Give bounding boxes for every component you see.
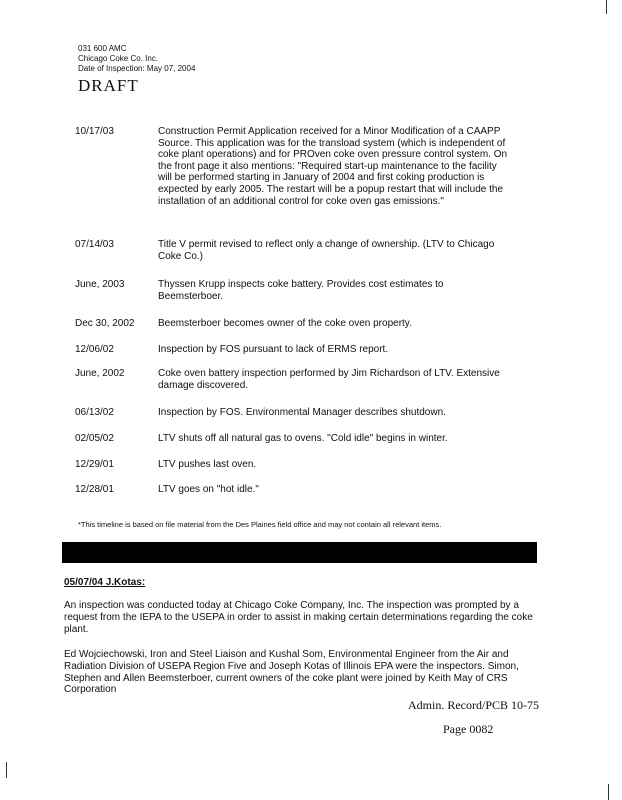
- timeline-date: June, 2002: [75, 368, 125, 379]
- timeline-text: Inspection by FOS pursuant to lack of ERMS report.: [158, 344, 389, 355]
- timeline-date: 12/28/01: [75, 484, 114, 495]
- timeline-text: Title V permit revised to reflect only a change of ownership. (LTV to Chicago Coke Co.): [158, 239, 495, 262]
- timeline-text: Coke oven battery inspection performed by Jim Richardson of LTV. Extensive damage discovered.: [158, 368, 500, 391]
- timeline-text: Thyssen Krupp inspects coke battery. Provides cost estimates to Beemsterboer.: [158, 279, 444, 302]
- redaction-bar: [62, 542, 537, 563]
- timeline-date: Dec 30, 2002: [75, 318, 135, 329]
- timeline-date: 10/17/03: [75, 126, 114, 137]
- timeline-text: LTV goes on "hot idle.": [158, 484, 259, 495]
- timeline-date: June, 2003: [75, 279, 125, 290]
- paragraph: Ed Wojciechowski, Iron and Steel Liaison and Kushal Som, Environmental Engineer from the Air and Radiation Division of USEPA Region Five and Joseph Kotas of Illinois EPA were the inspectors. Simon, Stephen and Allen Beemsterboer, current owners of the coke plant were joined by Keith May of CRS Corporation: [64, 649, 519, 696]
- scan-edge-mark: [6, 762, 7, 778]
- admin-record-stamp: Admin. Record/PCB 10-75: [408, 698, 539, 712]
- paragraph: An inspection was conducted today at Chicago Coke Company, Inc. The inspection was prompted by a request from the IEPA to the USEPA in order to assist in making certain determinations regarding the coke plant.: [64, 600, 533, 635]
- scan-edge-mark: [608, 784, 609, 800]
- timeline-date: 12/06/02: [75, 344, 114, 355]
- timeline-date: 07/14/03: [75, 239, 114, 250]
- timeline-date: 12/29/01: [75, 459, 114, 470]
- timeline-date: 06/13/02: [75, 407, 114, 418]
- timeline-text: Beemsterboer becomes owner of the coke oven property.: [158, 318, 412, 329]
- timeline-text: Inspection by FOS. Environmental Manager describes shutdown.: [158, 407, 446, 418]
- section-heading: 05/07/04 J.Kotas:: [64, 577, 146, 588]
- timeline-text: LTV pushes last oven.: [158, 459, 257, 470]
- timeline-footnote: *This timeline is based on file material from the Des Plaines field office and may not contain all relevant items.: [78, 520, 442, 529]
- timeline-text: Construction Permit Application received for a Minor Modification of a CAAPP Source. This application was for the transload system (which is independent of coke plant operations) and for PROven coke oven pressure control system. On the front page it also mentions: "Required start-up maintenance to the facility will be performed starting in January of 2004 and first coking production is expected by early 2005. The restart will be a popup restart that will include the installation of an additional control for coke oven gas emissions.": [158, 126, 508, 207]
- page-number-stamp: Page 0082: [443, 722, 494, 736]
- scan-edge-mark: [606, 0, 607, 14]
- header-inspection-date: Date of Inspection: May 07, 2004: [78, 64, 196, 73]
- timeline-text: LTV shuts off all natural gas to ovens. "Cold idle" begins in winter.: [158, 433, 448, 444]
- header-file-number: 031 600 AMC: [78, 44, 127, 53]
- draft-label: DRAFT: [78, 76, 139, 95]
- timeline-date: 02/05/02: [75, 433, 114, 444]
- header-company: Chicago Coke Co. Inc.: [78, 54, 159, 63]
